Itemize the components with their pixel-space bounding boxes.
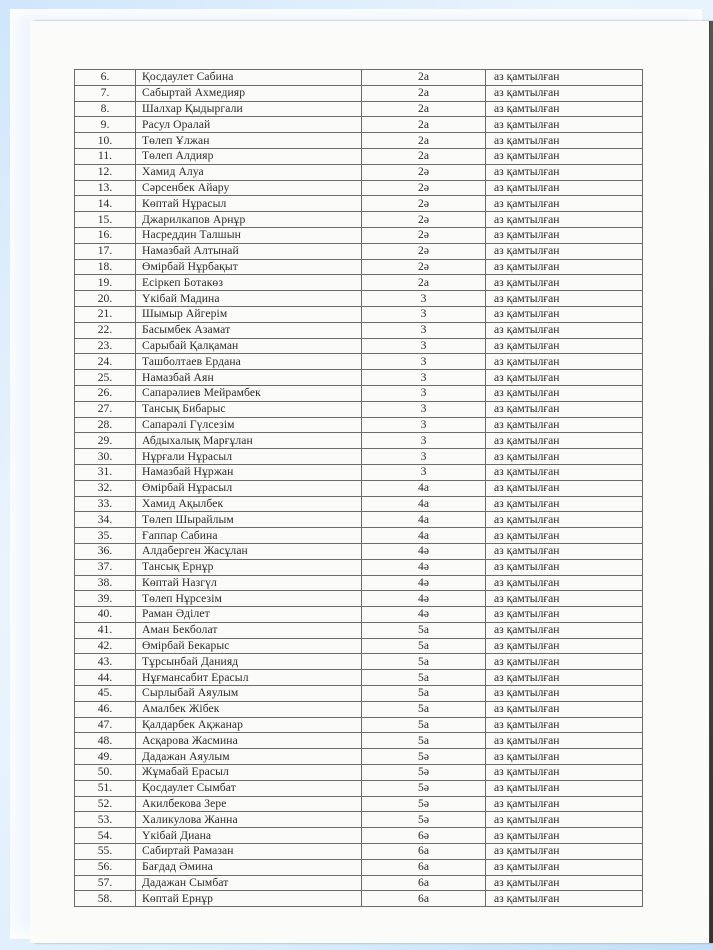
table-row (75, 354, 643, 370)
status-text: аз қамтылған (486, 354, 643, 370)
row-number: 15. (75, 212, 136, 228)
class-grade: 3 (362, 401, 486, 417)
student-name: Төлеп Шырайлым (136, 512, 362, 528)
table-row (75, 85, 643, 101)
table-row (75, 133, 643, 149)
table-row (75, 464, 643, 480)
student-name: Дадажан Аяулым (136, 749, 362, 765)
row-number: 41. (75, 622, 136, 638)
class-grade: 3 (362, 370, 486, 386)
row-number: 22. (75, 322, 136, 338)
status-text: аз қамтылған (486, 528, 643, 544)
status-text: аз қамтылған (486, 306, 643, 322)
table-row (75, 591, 643, 607)
row-number: 56. (75, 859, 136, 875)
class-grade: 2а (362, 148, 486, 164)
row-number: 18. (75, 259, 136, 275)
student-name: Өмірбай Нұрбақыт (136, 259, 362, 275)
class-grade: 4ә (362, 559, 486, 575)
table-row (75, 480, 643, 496)
row-number: 17. (75, 243, 136, 259)
table-row (75, 780, 643, 796)
status-text: аз қамтылған (486, 417, 643, 433)
class-grade: 4а (362, 528, 486, 544)
table-row (75, 796, 643, 812)
student-name: Дадажан Сымбат (136, 875, 362, 891)
table-row (75, 859, 643, 875)
class-grade: 2а (362, 117, 486, 133)
class-grade: 3 (362, 433, 486, 449)
status-text: аз қамтылған (486, 401, 643, 417)
class-grade: 5ә (362, 796, 486, 812)
row-number: 52. (75, 796, 136, 812)
status-text: аз қамтылған (486, 196, 643, 212)
row-number: 54. (75, 828, 136, 844)
table-row (75, 275, 643, 291)
row-number: 45. (75, 686, 136, 702)
row-number: 32. (75, 480, 136, 496)
status-text: аз қамтылған (486, 844, 643, 860)
table-row (75, 101, 643, 117)
status-text: аз қамтылған (486, 212, 643, 228)
class-grade: 6а (362, 844, 486, 860)
row-number: 36. (75, 543, 136, 559)
table-row (75, 180, 643, 196)
class-grade: 3 (362, 354, 486, 370)
class-grade: 2а (362, 275, 486, 291)
row-number: 50. (75, 765, 136, 781)
status-text: аз қамтылған (486, 148, 643, 164)
status-text: аз қамтылған (486, 686, 643, 702)
table-row (75, 749, 643, 765)
student-name: Сапарәлиев Мейрамбек (136, 385, 362, 401)
student-name: Көптай Назгүл (136, 575, 362, 591)
student-name: Көптай Ернұр (136, 891, 362, 907)
row-number: 47. (75, 717, 136, 733)
class-grade: 2ә (362, 259, 486, 275)
student-name: Ташболтаев Ердана (136, 354, 362, 370)
table-row (75, 322, 643, 338)
class-grade: 5а (362, 622, 486, 638)
row-number: 55. (75, 844, 136, 860)
student-name: Қосдаулет Сабина (136, 70, 362, 86)
student-name: Басымбек Азамат (136, 322, 362, 338)
student-name: Тансық Бибарыс (136, 401, 362, 417)
row-number: 11. (75, 148, 136, 164)
student-name: Өмірбай Бекарыс (136, 638, 362, 654)
table-row (75, 433, 643, 449)
class-grade: 3 (362, 306, 486, 322)
class-grade: 5а (362, 717, 486, 733)
status-text: аз қамтылған (486, 133, 643, 149)
class-grade: 2а (362, 85, 486, 101)
status-text: аз қамтылған (486, 512, 643, 528)
status-text: аз қамтылған (486, 701, 643, 717)
class-grade: 3 (362, 449, 486, 465)
class-grade: 5а (362, 638, 486, 654)
student-name: Төлеп Ұлжан (136, 133, 362, 149)
table-row (75, 417, 643, 433)
class-grade: 4а (362, 496, 486, 512)
row-number: 30. (75, 449, 136, 465)
students-table (74, 69, 643, 907)
class-grade: 5а (362, 733, 486, 749)
student-name: Амалбек Жібек (136, 701, 362, 717)
status-text: аз қамтылған (486, 275, 643, 291)
row-number: 12. (75, 164, 136, 180)
status-text: аз қамтылған (486, 828, 643, 844)
table-row (75, 733, 643, 749)
status-text: аз қамтылған (486, 622, 643, 638)
table-row (75, 717, 643, 733)
table-row (75, 291, 643, 307)
slide-frame (10, 9, 702, 939)
class-grade: 2ә (362, 164, 486, 180)
status-text: аз қамтылған (486, 180, 643, 196)
table-row (75, 607, 643, 623)
student-name: Сырлыбай Аяулым (136, 686, 362, 702)
student-name: Үкібай Мадина (136, 291, 362, 307)
status-text: аз қамтылған (486, 227, 643, 243)
student-name: Раман Әділет (136, 607, 362, 623)
status-text: аз қамтылған (486, 796, 643, 812)
class-grade: 5ә (362, 812, 486, 828)
row-number: 42. (75, 638, 136, 654)
class-grade: 6а (362, 875, 486, 891)
status-text: аз қамтылған (486, 859, 643, 875)
row-number: 9. (75, 117, 136, 133)
row-number: 27. (75, 401, 136, 417)
table-row (75, 306, 643, 322)
row-number: 53. (75, 812, 136, 828)
row-number: 26. (75, 385, 136, 401)
table-row (75, 765, 643, 781)
status-text: аз қамтылған (486, 370, 643, 386)
status-text: аз қамтылған (486, 338, 643, 354)
student-name: Алдаберген Жасұлан (136, 543, 362, 559)
class-grade: 4а (362, 480, 486, 496)
row-number: 34. (75, 512, 136, 528)
class-grade: 5а (362, 701, 486, 717)
row-number: 14. (75, 196, 136, 212)
table-row (75, 512, 643, 528)
status-text: аз қамтылған (486, 291, 643, 307)
student-name: Сапарәлі Гүлсезім (136, 417, 362, 433)
row-number: 24. (75, 354, 136, 370)
class-grade: 2ә (362, 180, 486, 196)
table-row (75, 844, 643, 860)
class-grade: 2ә (362, 243, 486, 259)
table-row (75, 891, 643, 907)
student-name: Нұрғали Нұрасыл (136, 449, 362, 465)
class-grade: 2а (362, 101, 486, 117)
table-row (75, 828, 643, 844)
row-number: 23. (75, 338, 136, 354)
class-grade: 5а (362, 686, 486, 702)
student-name: Бағдад Әмина (136, 859, 362, 875)
student-name: Сабиртай Рамазан (136, 844, 362, 860)
student-name: Насреддин Талшын (136, 227, 362, 243)
status-text: аз қамтылған (486, 385, 643, 401)
student-name: Тансық Ернұр (136, 559, 362, 575)
status-text: аз қамтылған (486, 891, 643, 907)
table-row (75, 164, 643, 180)
table-row (75, 212, 643, 228)
class-grade: 6а (362, 891, 486, 907)
class-grade: 5ә (362, 765, 486, 781)
class-grade: 6ә (362, 828, 486, 844)
table-row (75, 638, 643, 654)
student-name: Джарилкапов Арнұр (136, 212, 362, 228)
student-name: Ғаппар Сабина (136, 528, 362, 544)
row-number: 6. (75, 70, 136, 86)
table-row (75, 148, 643, 164)
row-number: 51. (75, 780, 136, 796)
student-name: Намазбай Нұржан (136, 464, 362, 480)
table-row (75, 117, 643, 133)
row-number: 44. (75, 670, 136, 686)
students-table-body (75, 70, 643, 907)
table-row (75, 370, 643, 386)
class-grade: 4ә (362, 543, 486, 559)
status-text: аз қамтылған (486, 733, 643, 749)
student-name: Тұрсынбай Данияд (136, 654, 362, 670)
row-number: 25. (75, 370, 136, 386)
class-grade: 4а (362, 512, 486, 528)
row-number: 28. (75, 417, 136, 433)
student-name: Хамид Ақылбек (136, 496, 362, 512)
student-name: Қалдарбек Ақжанар (136, 717, 362, 733)
status-text: аз қамтылған (486, 591, 643, 607)
table-row (75, 543, 643, 559)
table-row (75, 496, 643, 512)
class-grade: 5ә (362, 749, 486, 765)
status-text: аз қамтылған (486, 243, 643, 259)
row-number: 39. (75, 591, 136, 607)
class-grade: 3 (362, 385, 486, 401)
status-text: аз қамтылған (486, 812, 643, 828)
student-name: Аман Бекболат (136, 622, 362, 638)
table-row (75, 70, 643, 86)
class-grade: 2а (362, 70, 486, 86)
status-text: аз қамтылған (486, 654, 643, 670)
table-row (75, 449, 643, 465)
table-row (75, 385, 643, 401)
student-name: Нұғмансабит Ерасыл (136, 670, 362, 686)
student-name: Үкібай Диана (136, 828, 362, 844)
student-name: Шымыр Айгерім (136, 306, 362, 322)
class-grade: 6а (362, 859, 486, 875)
table-row (75, 575, 643, 591)
row-number: 20. (75, 291, 136, 307)
status-text: аз қамтылған (486, 70, 643, 86)
class-grade: 3 (362, 322, 486, 338)
class-grade: 4ә (362, 607, 486, 623)
student-name: Сарыбай Қалқаман (136, 338, 362, 354)
table-row (75, 338, 643, 354)
status-text: аз қамтылған (486, 464, 643, 480)
student-name: Төлеп Алдияр (136, 148, 362, 164)
table-row (75, 559, 643, 575)
status-text: аз қамтылған (486, 638, 643, 654)
class-grade: 2а (362, 133, 486, 149)
table-row (75, 227, 643, 243)
table-row (75, 622, 643, 638)
student-name: Жұмабай Ерасыл (136, 765, 362, 781)
table-row (75, 875, 643, 891)
class-grade: 5а (362, 654, 486, 670)
row-number: 21. (75, 306, 136, 322)
row-number: 35. (75, 528, 136, 544)
table-row (75, 196, 643, 212)
table-row (75, 401, 643, 417)
class-grade: 2ә (362, 212, 486, 228)
table-row (75, 701, 643, 717)
student-name: Шалхар Қыдыргали (136, 101, 362, 117)
status-text: аз қамтылған (486, 543, 643, 559)
status-text: аз қамтылған (486, 449, 643, 465)
status-text: аз қамтылған (486, 85, 643, 101)
status-text: аз қамтылған (486, 101, 643, 117)
status-text: аз қамтылған (486, 164, 643, 180)
table-row (75, 259, 643, 275)
document-page (30, 21, 709, 943)
student-name: Асқарова Жасмина (136, 733, 362, 749)
student-name: Абдыхалық Марғұлан (136, 433, 362, 449)
status-text: аз қамтылған (486, 780, 643, 796)
student-name: Көптай Нұрасыл (136, 196, 362, 212)
table-row (75, 528, 643, 544)
status-text: аз қамтылған (486, 575, 643, 591)
status-text: аз қамтылған (486, 717, 643, 733)
row-number: 19. (75, 275, 136, 291)
class-grade: 5а (362, 670, 486, 686)
row-number: 31. (75, 464, 136, 480)
table-row (75, 243, 643, 259)
class-grade: 4ә (362, 575, 486, 591)
student-name: Есіркеп Ботакөз (136, 275, 362, 291)
status-text: аз қамтылған (486, 117, 643, 133)
student-name: Қосдаулет Сымбат (136, 780, 362, 796)
student-name: Намазбай Аян (136, 370, 362, 386)
status-text: аз қамтылған (486, 322, 643, 338)
table-row (75, 686, 643, 702)
class-grade: 3 (362, 417, 486, 433)
status-text: аз қамтылған (486, 559, 643, 575)
class-grade: 2ә (362, 227, 486, 243)
student-name: Өмірбай Нұрасыл (136, 480, 362, 496)
class-grade: 3 (362, 464, 486, 480)
class-grade: 2ә (362, 196, 486, 212)
row-number: 43. (75, 654, 136, 670)
student-name: Акилбекова Зере (136, 796, 362, 812)
table-row (75, 654, 643, 670)
row-number: 48. (75, 733, 136, 749)
status-text: аз қамтылған (486, 480, 643, 496)
status-text: аз қамтылған (486, 875, 643, 891)
row-number: 16. (75, 227, 136, 243)
class-grade: 5ә (362, 780, 486, 796)
status-text: аз қамтылған (486, 670, 643, 686)
row-number: 10. (75, 133, 136, 149)
student-name: Халикулова Жанна (136, 812, 362, 828)
row-number: 29. (75, 433, 136, 449)
class-grade: 3 (362, 338, 486, 354)
status-text: аз қамтылған (486, 496, 643, 512)
student-name: Сабыртай Ахмедияр (136, 85, 362, 101)
status-text: аз қамтылған (486, 433, 643, 449)
status-text: аз қамтылған (486, 259, 643, 275)
student-name: Намазбай Алтынай (136, 243, 362, 259)
student-name: Хамид Алуа (136, 164, 362, 180)
row-number: 57. (75, 875, 136, 891)
class-grade: 4ә (362, 591, 486, 607)
row-number: 58. (75, 891, 136, 907)
table-row (75, 812, 643, 828)
status-text: аз қамтылған (486, 765, 643, 781)
row-number: 38. (75, 575, 136, 591)
row-number: 13. (75, 180, 136, 196)
table-row (75, 670, 643, 686)
row-number: 49. (75, 749, 136, 765)
row-number: 8. (75, 101, 136, 117)
row-number: 46. (75, 701, 136, 717)
student-name: Төлеп Нұрсезім (136, 591, 362, 607)
student-name: Сәрсенбек Айару (136, 180, 362, 196)
status-text: аз қамтылған (486, 607, 643, 623)
row-number: 33. (75, 496, 136, 512)
student-name: Расул Оралай (136, 117, 362, 133)
row-number: 7. (75, 85, 136, 101)
class-grade: 3 (362, 291, 486, 307)
row-number: 37. (75, 559, 136, 575)
row-number: 40. (75, 607, 136, 623)
status-text: аз қамтылған (486, 749, 643, 765)
